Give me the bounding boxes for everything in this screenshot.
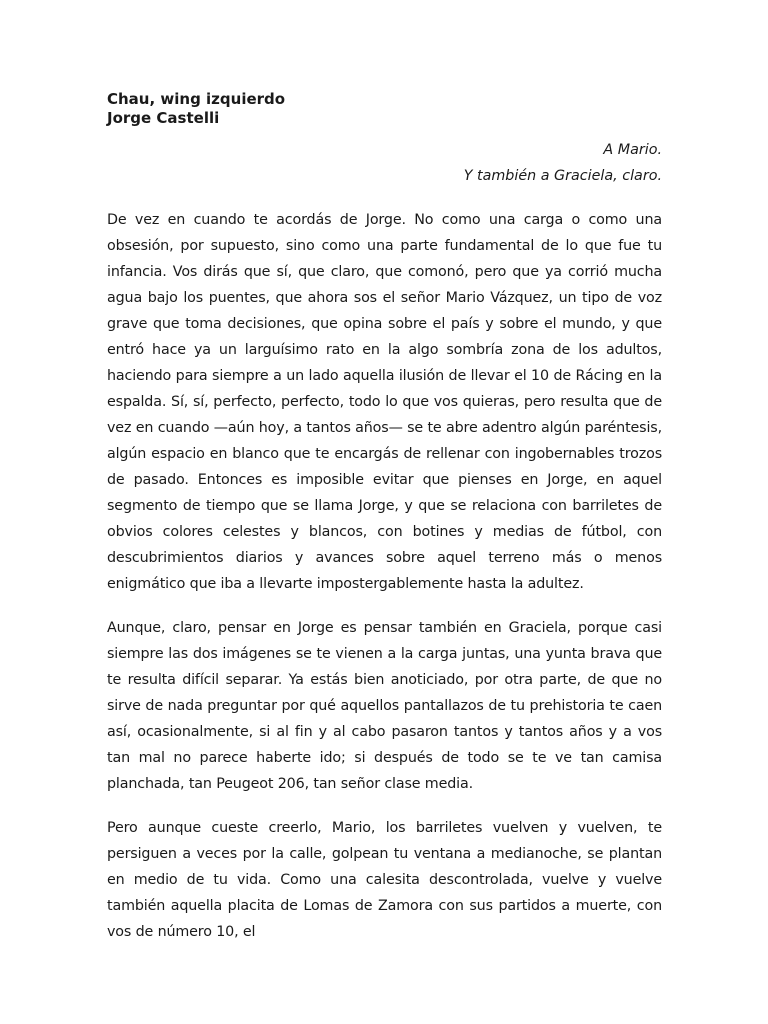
story-title: Chau, wing izquierdo [107,90,286,108]
dedication-line: A Mario. [603,142,662,158]
body-text [107,207,662,945]
paragraph: Pero aunque cueste creerlo, Mario, los barriletes vuelven y vuelven, te persiguen a veces por la calle, golpean tu ventana a medianoche, se plantan en medio de tu vida. Como una calesita descontrolada, vuelve y vuelve también aquella placita de Lomas de Zamora con sus partidos a muerte, con vos de número 10, el [107,820,662,940]
paragraph: Aunque, claro, pensar en Jorge es pensar también en Graciela, porque casi siempre las dos imágenes se te vienen a la carga juntas, una yunta brava que te resulta difícil separar. Ya estás bien anoticiado, por otra parte, de que no sirve de nada preguntar por qué aquellos pantallazos de tu prehistoria te caen así, ocasionalmente, si al fin y al cabo pasaron tantos y tantos años y a vos tan mal no parece haberte ido; si después de todo se te ve tan camisa planchada, tan Peugeot 206, tan señor clase media. [107,620,662,792]
title-block [107,90,662,128]
document-page [107,90,662,945]
paragraph: De vez en cuando te acordás de Jorge. No como una carga o como una obsesión, por supuesto, sino como una parte fundamental de lo que fue tu infancia. Vos dirás que sí, que claro, que comonó, pero que ya corrió mucha agua bajo los puentes, que ahora sos el señor Mario Vázquez, un tipo de voz grave que toma decisiones, que opina sobre el país y sobre el mundo, y que entró hace ya un larguísimo rato en la algo sombría zona de los adultos, haciendo para siempre a un lado aquella ilusión de llevar el 10 de Rácing en la espalda. Sí, sí, perfecto, perfecto, todo lo que vos quieras, pero resulta que de vez en cuando —aún hoy, a tantos años— se te abre adentro algún paréntesis, algún espacio en blanco que te encargás de rellenar con ingobernables trozos de pasado. Entonces es imposible evitar que pienses en Jorge, en aquel segmento de tiempo que se llama Jorge, y que se relaciona con barriletes de obvios colores celestes y blancos, con botines y medias de fútbol, con descubrimientos diarios y avances sobre aquel terreno más o menos enigmático que iba a llevarte impostergablemente hasta la adultez. [107,212,662,592]
author-name: Jorge Castelli [107,109,220,127]
dedication-line: Y también a Graciela, claro. [463,168,662,184]
dedication [107,137,662,189]
